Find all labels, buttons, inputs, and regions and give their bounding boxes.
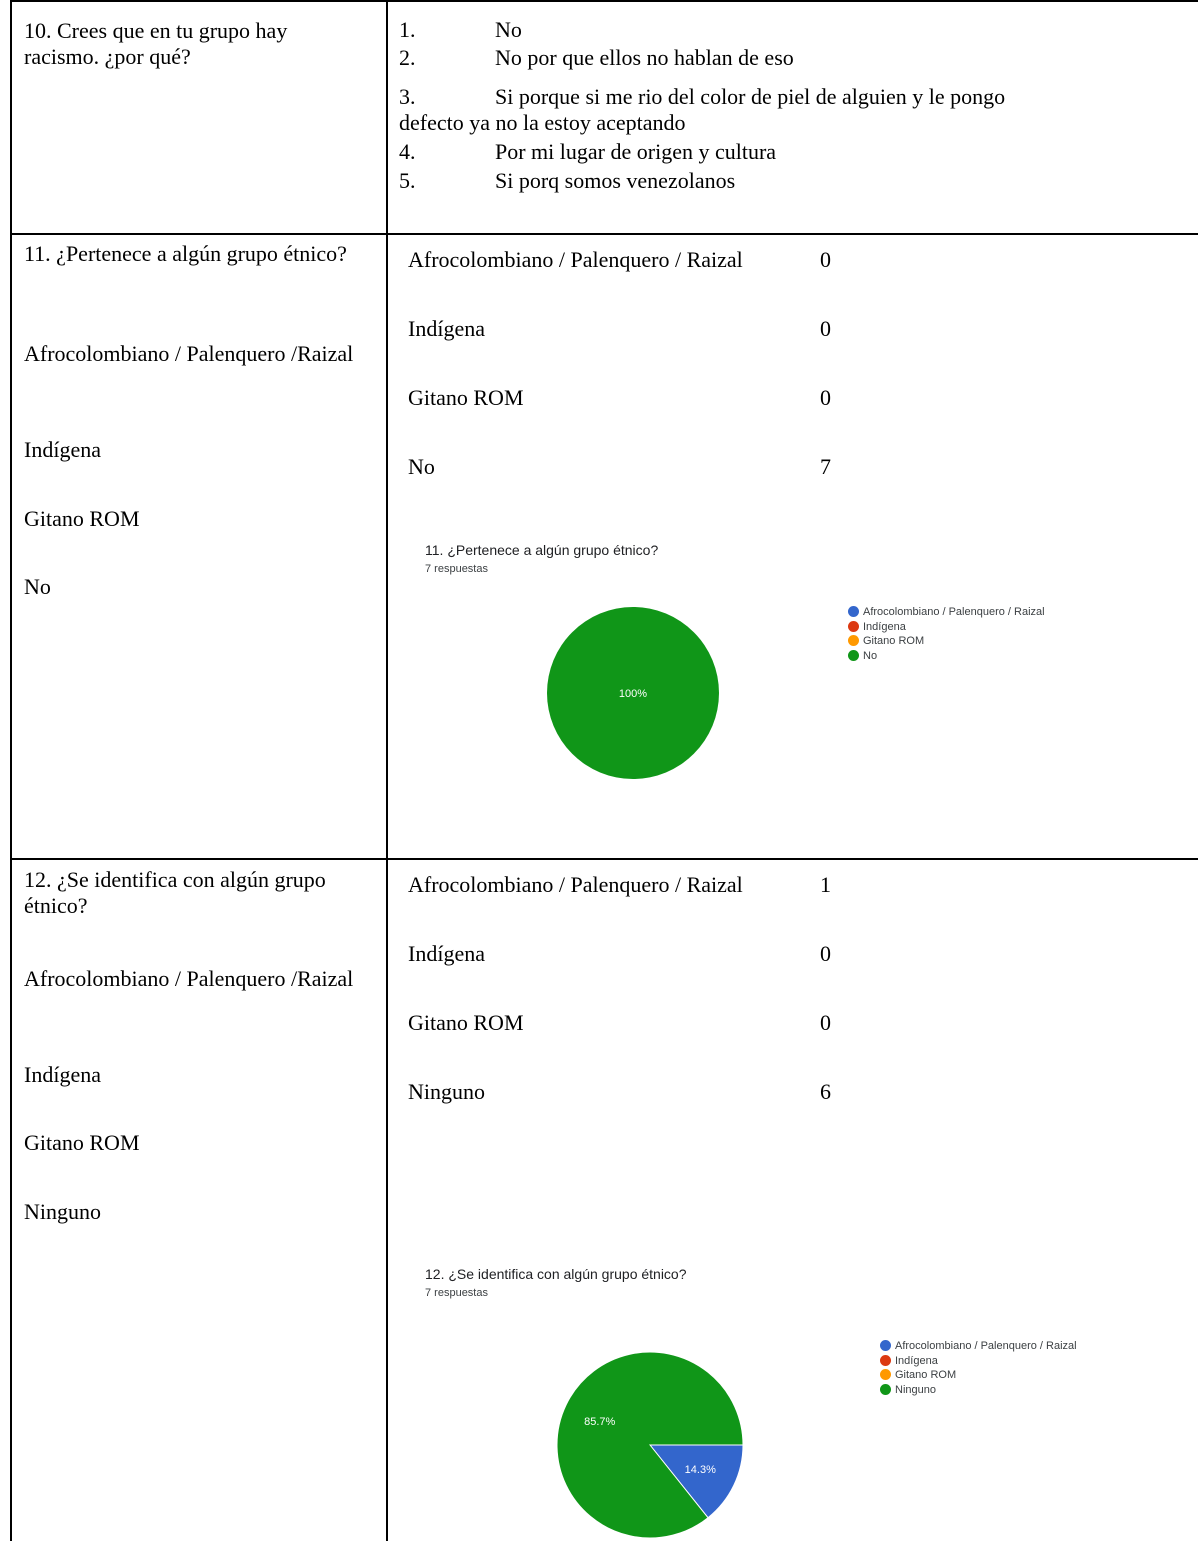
count-label: Ninguno (408, 1079, 485, 1104)
answer-number: 3. (399, 84, 416, 109)
count-label: Indígena (408, 941, 485, 966)
legend-item (848, 650, 877, 662)
legend-swatch (880, 1355, 891, 1366)
count-value: 6 (820, 1079, 831, 1104)
count-label: Gitano ROM (408, 1010, 524, 1035)
count-value: 0 (820, 316, 831, 341)
legend-label: Indígena (895, 1355, 938, 1367)
row12-option: Afrocolombiano / Palenquero /Raizal (24, 966, 354, 991)
count-label: Afrocolombiano / Palenquero / Raizal (408, 247, 743, 272)
chart11-title: 11. ¿Pertenece a algún grupo étnico? (425, 542, 659, 558)
legend-swatch (848, 606, 859, 617)
row12-question: 12. ¿Se identifica con algún grupo étnico? (24, 867, 326, 918)
count-value: 0 (820, 941, 831, 966)
legend-label: Ninguno (895, 1384, 936, 1396)
row10-question: 10. Crees que en tu grupo hay racismo. ¿por qué? (24, 18, 288, 69)
chart12-pie (557, 1352, 743, 1538)
legend-item (848, 621, 906, 633)
legend-swatch (848, 621, 859, 632)
answer-number: 4. (399, 139, 416, 164)
column-divider (386, 0, 388, 1541)
row12-option: Gitano ROM (24, 1130, 140, 1155)
answer-number: 5. (399, 168, 416, 193)
pie-slice-label: 14.3% (684, 1464, 716, 1477)
count-value: 0 (820, 1010, 831, 1035)
legend-label: Gitano ROM (863, 635, 925, 647)
legend-item (880, 1369, 956, 1381)
count-label: Gitano ROM (408, 385, 524, 410)
answer-text-continued: defecto ya no la estoy aceptando (399, 110, 686, 135)
pie-slice-label: 100% (618, 688, 648, 700)
chart12-title: 12. ¿Se identifica con algún grupo étnico? (425, 1266, 687, 1282)
legend-swatch (880, 1340, 891, 1351)
answer-number: 2. (399, 45, 416, 70)
answer-text: Si porq somos venezolanos (495, 168, 736, 193)
row12-option: Indígena (24, 1062, 101, 1087)
answer-text: Por mi lugar de origen y cultura (495, 139, 777, 164)
legend-swatch (880, 1369, 891, 1380)
table-border-top (10, 0, 1198, 2)
count-label: Afrocolombiano / Palenquero / Raizal (408, 872, 743, 897)
legend-label: No (863, 650, 878, 662)
answer-text: Si porque si me rio del color de piel de alguien y le pongo (495, 84, 1006, 109)
count-label: No (408, 454, 435, 479)
row11-option: Afrocolombiano / Palenquero /Raizal (24, 341, 354, 366)
legend-label: Afrocolombiano / Palenquero / Raizal (895, 1340, 1077, 1352)
legend-label: Afrocolombiano / Palenquero / Raizal (863, 606, 1045, 618)
count-value: 1 (820, 872, 831, 897)
row-divider-10-11 (10, 233, 1198, 235)
legend-swatch (848, 650, 859, 661)
chart11-pie (547, 607, 719, 779)
chart12-subtitle: 7 respuestas (425, 1287, 488, 1299)
chart11-subtitle: 7 respuestas (425, 563, 488, 575)
legend-item (880, 1340, 1077, 1352)
legend-label: Indígena (863, 621, 906, 633)
count-label: Indígena (408, 316, 485, 341)
count-value: 7 (820, 454, 831, 479)
legend-item (848, 635, 924, 647)
legend-item (880, 1355, 938, 1367)
legend-item (880, 1384, 936, 1396)
table-border-left (10, 0, 12, 1541)
row-divider-11-12 (10, 858, 1198, 860)
count-value: 0 (820, 385, 831, 410)
row12-option: Ninguno (24, 1199, 101, 1224)
row11-question: 11. ¿Pertenece a algún grupo étnico? (24, 241, 347, 266)
answer-text: No por que ellos no hablan de eso (495, 45, 794, 70)
row11-option: Indígena (24, 437, 101, 462)
answer-number: 1. (399, 17, 416, 42)
legend-label: Gitano ROM (895, 1369, 957, 1381)
row11-option: No (24, 574, 51, 599)
row11-option: Gitano ROM (24, 506, 140, 531)
legend-item (848, 606, 1045, 618)
answer-text: No (495, 17, 522, 42)
pie-slice-label: 85.7% (584, 1415, 616, 1428)
count-value: 0 (820, 247, 831, 272)
legend-swatch (880, 1384, 891, 1395)
legend-swatch (848, 635, 859, 646)
